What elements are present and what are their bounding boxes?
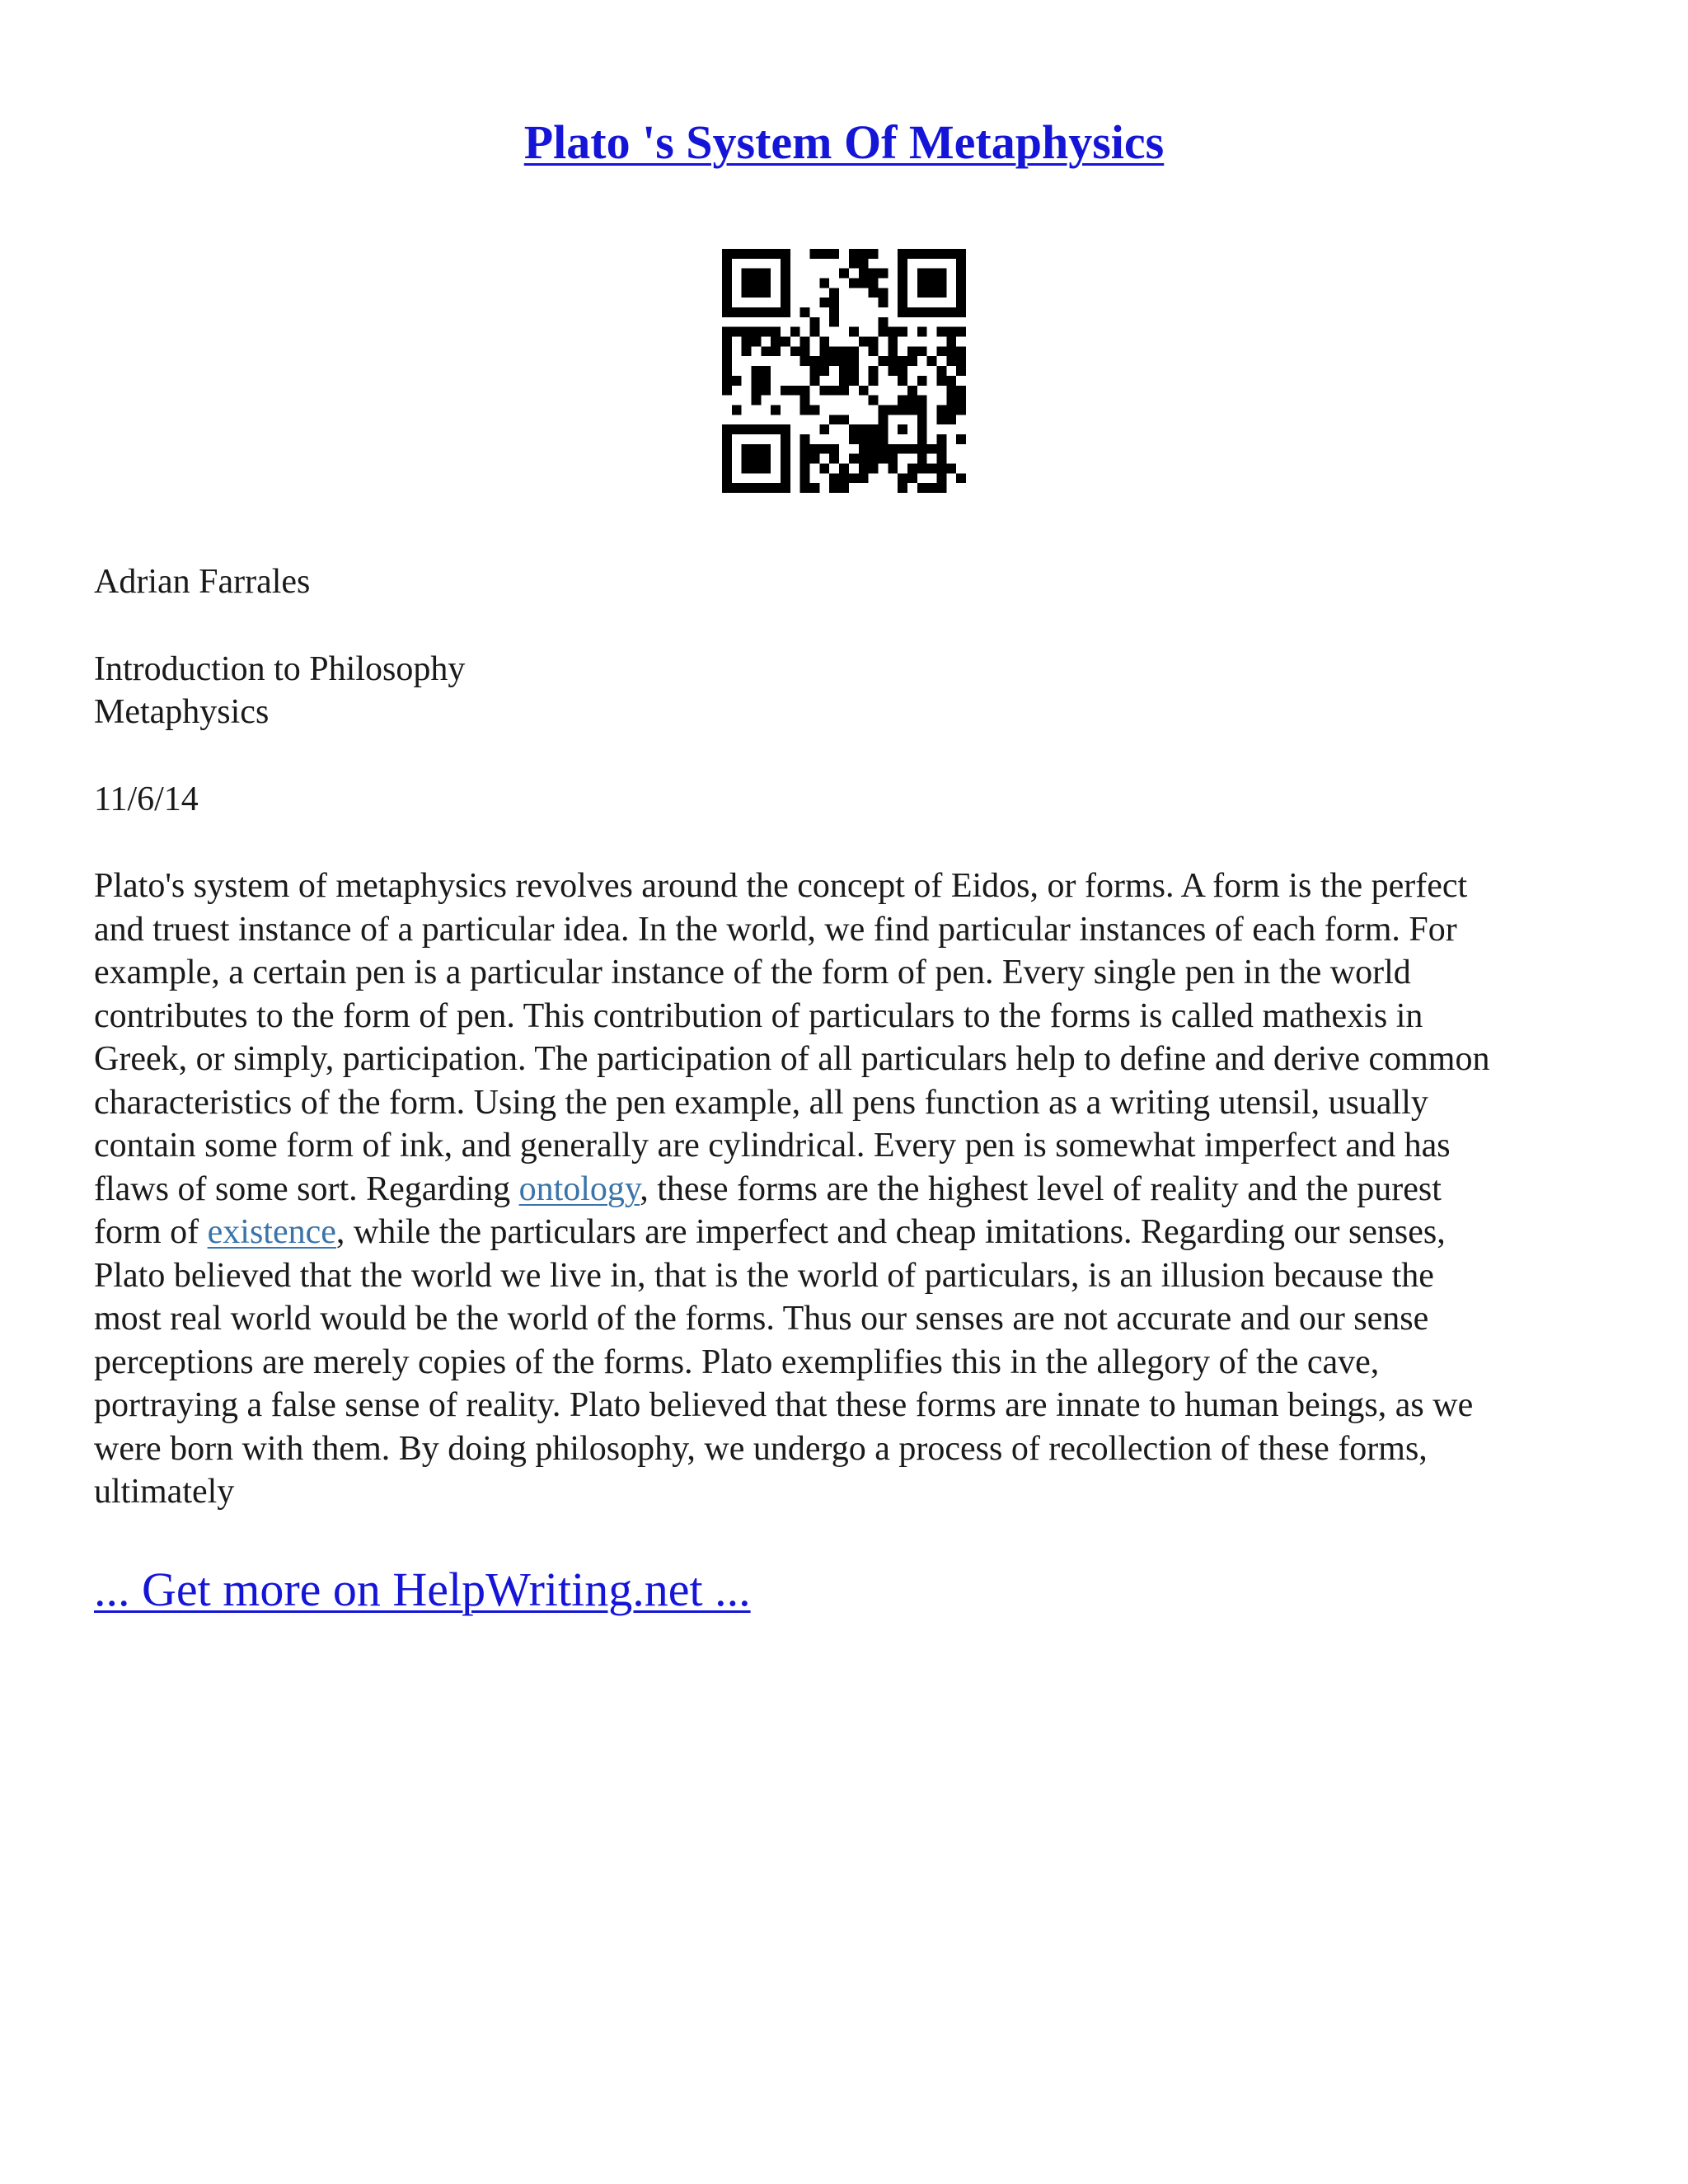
body-text-segment: flaws of some sort. Regarding xyxy=(94,1169,519,1208)
essay-date: 11/6/14 xyxy=(94,780,199,818)
body-text-segment: , these forms are the highest level of reality and the purest xyxy=(640,1169,1442,1208)
author-name: Adrian Farrales xyxy=(94,563,311,601)
body-line: were born with them. By doing philosophy, we undergo a process of recollection of these forms, xyxy=(94,1429,1428,1468)
qr-code-icon xyxy=(722,249,966,493)
get-more-link[interactable]: ... Get more on HelpWriting.net ... xyxy=(94,1563,751,1616)
ontology-link[interactable]: ontology xyxy=(518,1169,640,1208)
title-link[interactable]: Plato 's System Of Metaphysics xyxy=(523,115,1165,169)
body-line: example, a certain pen is a particular instance of the form of pen. Every single pen in the world xyxy=(94,954,1411,991)
body-line: contributes to the form of pen. This contribution of particulars to the forms is called mathexis in xyxy=(94,996,1423,1035)
essay-body xyxy=(94,865,1602,1514)
page-title xyxy=(0,114,1688,171)
existence-link[interactable]: existence xyxy=(207,1213,336,1251)
body-line: portraying a false sense of reality. Plato believed that these forms are innate to human beings, as we xyxy=(94,1386,1474,1424)
body-text-segment: , while the particulars are imperfect and cheap imitations. Regarding our senses, xyxy=(335,1213,1446,1251)
body-line: perceptions are merely copies of the forms. Plato exemplifies this in the allegory of the cave, xyxy=(94,1343,1380,1381)
body-line: Plato's system of metaphysics revolves around the concept of Eidos, or forms. A form is the perfect xyxy=(94,867,1468,905)
body-line: most real world would be the world of the forms. Thus our senses are not accurate and our sense xyxy=(94,1300,1429,1338)
course-name: Introduction to Philosophy xyxy=(94,650,466,688)
body-line: Greek, or simply, participation. The participation of all particulars help to define and derive common xyxy=(94,1040,1490,1078)
body-line xyxy=(94,1211,1602,1254)
body-line: and truest instance of a particular idea. In the world, we find particular instances of each form. For xyxy=(94,910,1457,949)
topic-name: Metaphysics xyxy=(94,693,270,731)
body-line: contain some form of ink, and generally are cylindrical. Every pen is somewhat imperfect and has xyxy=(94,1127,1451,1165)
body-line: ultimately xyxy=(94,1473,235,1511)
body-line: Plato believed that the world we live in, that is the world of particulars, is an illusion because the xyxy=(94,1256,1434,1295)
body-line: characteristics of the form. Using the pen example, all pens function as a writing utensil, usually xyxy=(94,1083,1428,1122)
get-more-link-wrapper xyxy=(94,1561,751,1619)
body-line xyxy=(94,1168,1602,1212)
body-text-segment: form of xyxy=(94,1213,208,1251)
